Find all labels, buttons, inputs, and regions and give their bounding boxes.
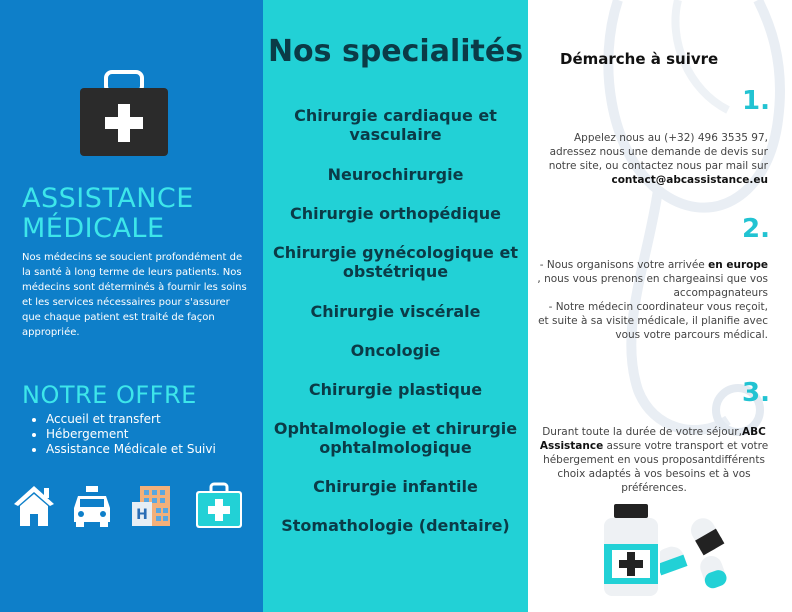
medical-kit-icon [80, 70, 168, 156]
steps-title: Démarche à suivre [560, 50, 719, 68]
assistance-description: Nos médecins se soucient profondément de la santé à long terme de leurs patients. Nos médecins sont déterminés à fournir les soins et les services nécessaires pour s'assurer que chaque patient est traité de façon appropriée. [22, 252, 247, 338]
specialty-item: Chirurgie gynécologique et obstétrique [273, 243, 518, 281]
offer-item: • Assistance Médicale et Suivi [46, 442, 216, 457]
step-description: Durant toute la durée de votre séjour,ABC Assistance assure votre transport et votre hébergement en vous proposantdifférents choix adaptés à vos besoins et à vos préférences. [539, 426, 769, 494]
offer-item: • Accueil et transfert [46, 412, 216, 427]
left-panel [0, 0, 263, 612]
assistance-title: ASSISTANCE MÉDICALE [22, 183, 194, 244]
specialty-item: Chirurgie cardiaque et vasculaire [294, 106, 497, 144]
step-number: 2. [742, 214, 770, 244]
house-icon [12, 482, 56, 528]
offer-list [28, 412, 216, 457]
offer-title: NOTRE OFFRE [22, 381, 197, 409]
specialties-panel [263, 0, 528, 612]
specialty-item: Neurochirurgie [327, 165, 464, 184]
specialty-item: Ophtalmologie et chirurgie ophtalmologique [273, 419, 518, 457]
step-number: 1. [742, 86, 770, 116]
hospital-icon [130, 482, 174, 528]
steps-panel [528, 0, 792, 612]
contact-email[interactable]: contact@abcassistance.eu [611, 174, 768, 186]
specialty-item: Chirurgie viscérale [310, 302, 481, 321]
specialty-item: Chirurgie orthopédique [290, 204, 501, 223]
step-description: Appelez nous au (+32) 496 3535 97, adressez nous une demande de devis sur notre site, ou contactez nous par mail sur contact@abcassistance.eu [548, 132, 768, 186]
specialty-item: Chirurgie infantile [313, 477, 478, 496]
medicine-bottle-icon [600, 504, 662, 596]
pills-icon [660, 510, 740, 590]
specialty-item: Stomathologie (dentaire) [281, 516, 510, 535]
specialty-item: Chirurgie plastique [308, 380, 483, 399]
taxi-icon [70, 482, 114, 528]
offer-item: • Hébergement [46, 427, 216, 442]
svg-text:H: H [136, 507, 148, 523]
specialty-item: Oncologie [350, 341, 441, 360]
step-number: 3. [742, 378, 770, 408]
step-description: - Nous organisons votre arrivée en europe , nous vous prenons en chargeainsi que vos accompagnateurs - Notre médecin coordinateur vous reçoit, et suite à sa visite médicale, il planifie avec vous votre parcours médical. [537, 259, 768, 341]
medical-kit-icon [196, 482, 242, 528]
specialties-title: Nos specialités [267, 34, 524, 69]
